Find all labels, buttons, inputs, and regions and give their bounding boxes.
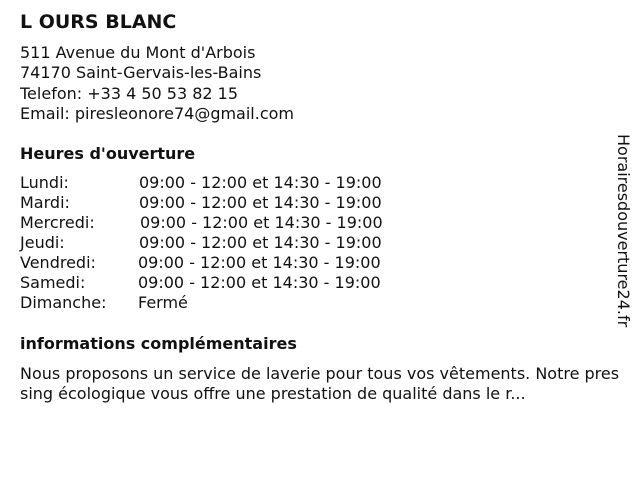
phone-line: Telefon: +33 4 50 53 82 15: [20, 83, 239, 103]
day-label: Dimanche:: [20, 293, 107, 312]
hours-heading: Heures d'ouverture: [20, 144, 196, 163]
info-heading: informations complémentaires: [20, 334, 297, 353]
address-line-1: 511 Avenue du Mont d'Arbois: [20, 43, 256, 62]
site-watermark: Horairesdouverture24.fr: [614, 134, 633, 328]
business-name: L OURS BLANC: [20, 11, 177, 33]
day-hours: Fermé: [138, 293, 188, 312]
day-hours: 09:00 - 12:00 et 14:30 - 19:00: [139, 193, 382, 212]
day-label: Mardi:: [20, 193, 70, 212]
day-hours: 09:00 - 12:00 et 14:30 - 19:00: [139, 173, 382, 192]
day-label: Mercredi:: [20, 213, 95, 232]
day-hours: 09:00 - 12:00 et 14:30 - 19:00: [139, 233, 382, 252]
day-label: Vendredi:: [20, 253, 96, 272]
info-text: Nous proposons un service de laverie pour tous vos vêtements. Notre pressing écologique vous offre une prestation de qualité dans le r...: [20, 364, 620, 403]
day-hours: 09:00 - 12:00 et 14:30 - 19:00: [140, 213, 383, 232]
day-label: Samedi:: [20, 273, 86, 292]
day-label: Lundi:: [20, 173, 69, 192]
email-line: Email: piresleonore74@gmail.com: [20, 103, 295, 123]
day-label: Jeudi:: [20, 233, 65, 252]
day-hours: 09:00 - 12:00 et 14:30 - 19:00: [138, 273, 381, 292]
address-line-2: 74170 Saint-Gervais-les-Bains: [20, 63, 262, 83]
contact-block: [20, 43, 294, 124]
day-hours: 09:00 - 12:00 et 14:30 - 19:00: [138, 253, 381, 272]
